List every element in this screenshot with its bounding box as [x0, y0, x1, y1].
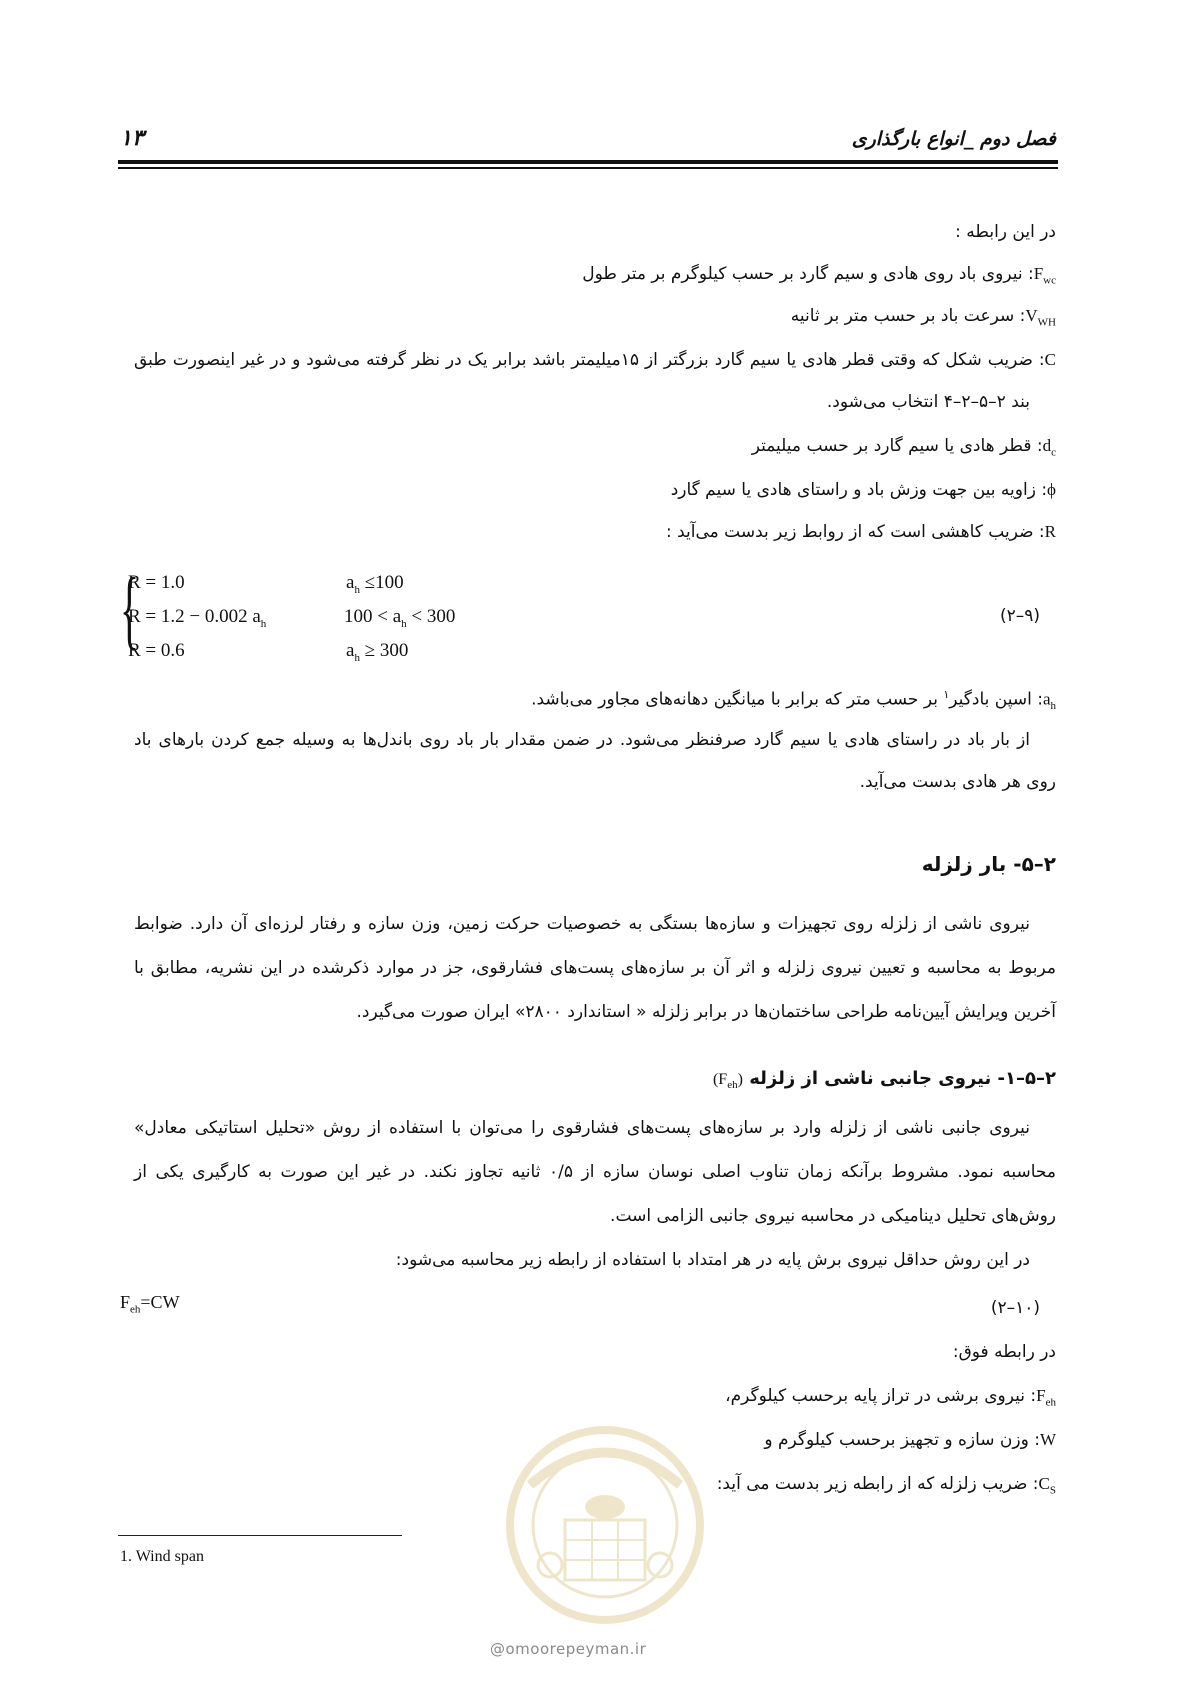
equation-9-row-3-left: R = 0.6 [128, 640, 185, 661]
equation-9-row-2-cond: $100 < a_h < 300$ [344, 606, 456, 630]
definition-r: R: ضریب کاهشی است که از روابط زیر بدست می‌آید : [665, 522, 1056, 542]
definition-c: C: ضریب شکل که وقتی قطر هادی یا سیم گارد بزرگتر از ۱۵میلیمتر باشد برابر یک در نظر گرفته می‌شود و در غیر اینصورت طبق [134, 350, 1056, 370]
definition-c-continued: بند ۲–۵–۲–۴ انتخاب می‌شود. [826, 392, 1030, 412]
definitions2-intro: در رابطه فوق: [952, 1342, 1056, 1362]
lateral-paragraph-line-1: نیروی جانبی ناشی از زلزله وارد بر سازه‌های پست‌های فشارقوی را می‌توان با استفاده از روش «تحلیل استاتیکی معادل» [134, 1118, 1030, 1138]
watermark-url: @omoorepeyman.ir [490, 1640, 647, 1658]
wind-paragraph-line-1: از بار باد در راستای هادی یا سیم گارد صرفنظر می‌شود. در ضمن مقدار بار باد روی باندل‌ها به وسیله جمع کردن بارهای باد [134, 730, 1030, 750]
equation-9-row-2-left: R = 1.2 − 0.002 $a_h$ [128, 606, 267, 630]
page-number: ۱۳ [120, 126, 144, 151]
definition-w: W: وزن سازه و تجهیز برحسب کیلوگرم و [764, 1430, 1056, 1450]
earthquake-paragraph-line-1: نیروی ناشی از زلزله روی تجهیزات و سازه‌ها بستگی به خصوصیات حرکت زمین، وزن سازه و رفتار لرزه‌ای آن دارد. ضوابط [134, 914, 1030, 934]
equation-9-number: (۹–۲) [999, 606, 1040, 626]
definition-feh: $F_{eh}$: نیروی برشی در تراز پایه برحسب کیلوگرم، [725, 1386, 1056, 1409]
definition-fwc: $F_{wc}$: نیروی باد روی هادی و سیم گارد بر حسب کیلوگرم بر متر طول [582, 264, 1056, 287]
footnote-rule [118, 1535, 402, 1536]
equation-9-row-3-cond: $a_h \ge 300$ [346, 640, 409, 664]
equation-10: $F_{eh}=CW$ [120, 1292, 180, 1316]
definition-dc: $d_c$: قطر هادی یا سیم گارد بر حسب میلیمتر [751, 436, 1056, 459]
equation-9-row-1-cond: $a_h \le 100$ [346, 572, 404, 596]
header-rule-thin [118, 167, 1058, 169]
earthquake-paragraph-line-3: آخرین ویرایش آیین‌نامه طراحی ساختمان‌ها در برابر زلزله « استاندارد ۲۸۰۰» ایران صورت می‌گیرد. [356, 1002, 1056, 1022]
lateral-paragraph-line-3: روش‌های تحلیل دینامیکی در محاسبه نیروی جانبی الزامی است. [610, 1206, 1056, 1226]
definitions-intro: در این رابطه : [955, 222, 1056, 242]
lateral-paragraph-line-2: محاسبه نمود. مشروط برآنکه زمان تناوب اصلی نوسان سازه از ۰/۵ ثانیه تجاوز نکند. در غیر این صورت به کارگیری یکی از [134, 1162, 1056, 1182]
definition-ah: $a_h$: اسپن بادگیر$^۱$ بر حسب متر که برابر با میانگین دهانه‌های مجاور می‌باشد. [531, 688, 1056, 713]
definition-vwh: $V_{WH}$: سرعت باد بر حسب متر بر ثانیه [790, 306, 1056, 329]
wind-paragraph-line-2: روی هر هادی بدست می‌آید. [859, 772, 1056, 792]
equation-9-row-1-left: R = 1.0 [128, 572, 185, 593]
base-shear-paragraph: در این روش حداقل نیروی برش پایه در هر امتداد با استفاده از رابطه زیر محاسبه می‌شود: [395, 1250, 1030, 1270]
earthquake-paragraph-line-2: مربوط به محاسبه و تعیین نیروی زلزله و اثر آن بر سازه‌های پست‌های فشارقوی، جز در موارد ذکرشده در این نشریه، مطابق با [134, 958, 1056, 978]
running-header-title: فصل دوم _انواع بارگذاری [851, 128, 1056, 150]
footnote-text: 1. Wind span [120, 1548, 204, 1565]
section-heading-earthquake-load: ۲–۵- بار زلزله [921, 852, 1056, 876]
equation-brace: { [120, 561, 140, 658]
header-rule-thick [118, 160, 1058, 164]
watermark-logo [490, 1425, 720, 1635]
equation-10-number: (۱۰–۲) [990, 1298, 1040, 1318]
footnote-reference[interactable]: ۱ [943, 688, 950, 701]
definition-phi: ϕ: زاویه بین جهت وزش باد و راستای هادی یا سیم گارد [670, 480, 1056, 500]
definition-cs: $C_S$: ضریب زلزله که از رابطه زیر بدست می آید: [716, 1474, 1056, 1497]
subsection-heading-lateral-force: ۲–۵–۱- نیروی جانبی ناشی از زلزله $(F_{eh})$ [712, 1068, 1056, 1092]
